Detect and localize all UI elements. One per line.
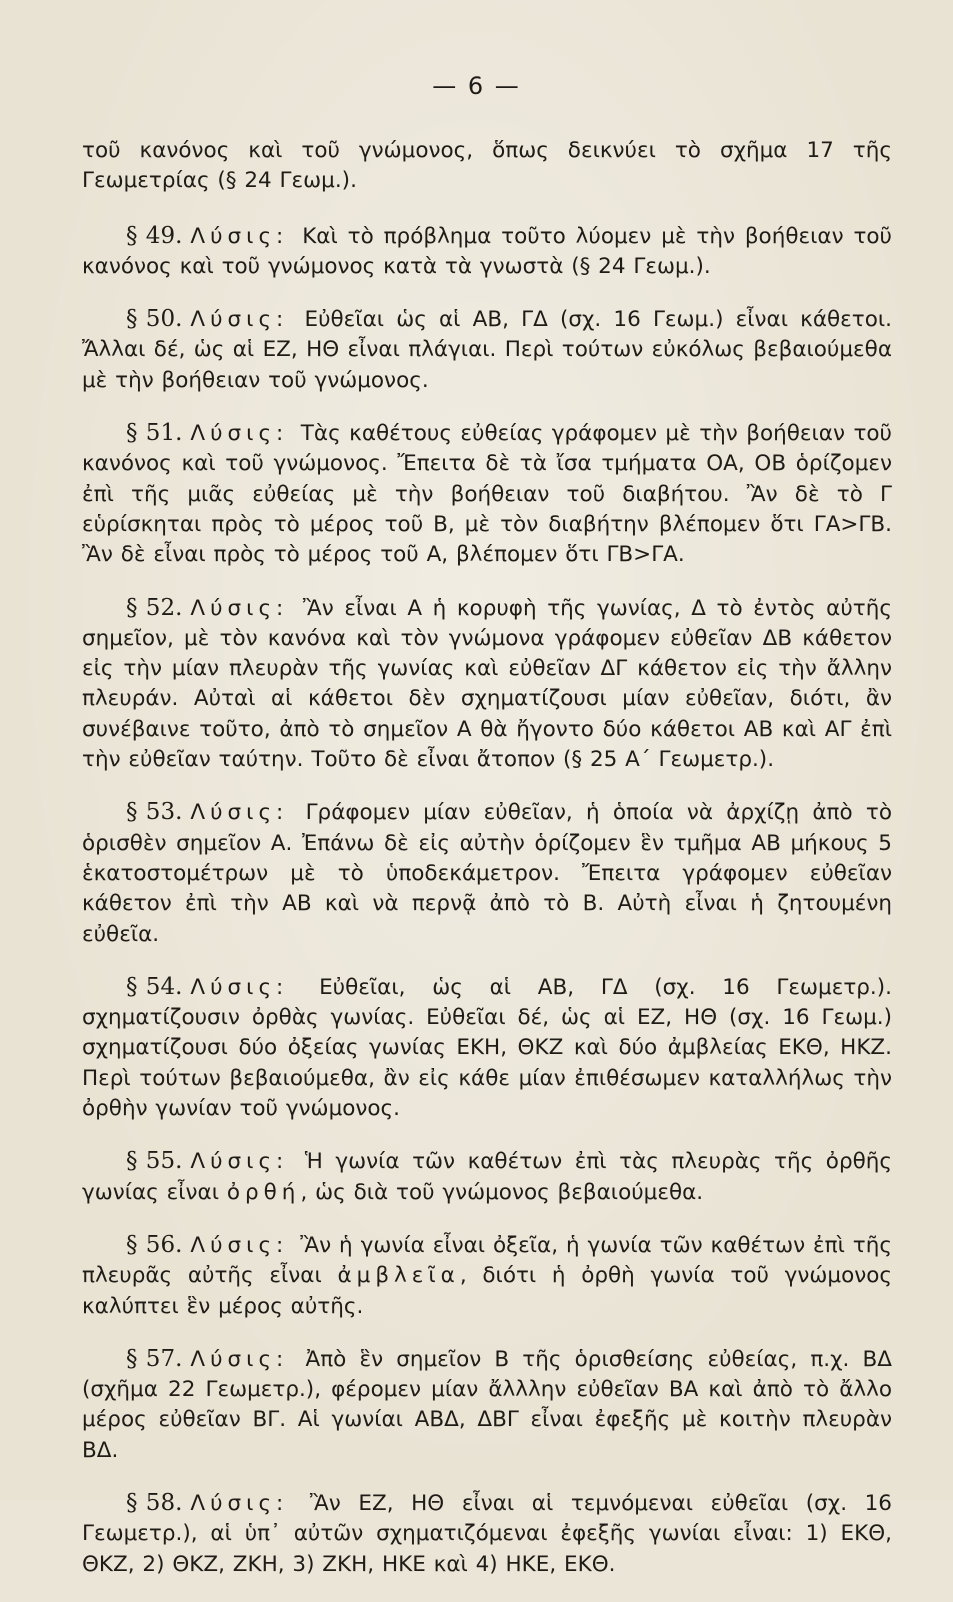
paragraph-text: Καὶ τὸ πρόβλημα τοῦτο λύομεν μὲ τὴν βοήθειαν τοῦ κανόνος καὶ τοῦ γνώμονος κατὰ τὰ γνωστὰ (§ 24 Γεωμ.). (82, 223, 892, 279)
paragraph-text: Εὐθεῖαι, ὡς αἱ ΑΒ, ΓΔ (σχ. 16 Γεωμετρ.). σχηματίζουσιν ὀρθὰς γωνίας. Εὐθεῖαι δέ, ὡς αἱ ΕΖ, ΗΘ (σχ. 16 Γεωμ.) σχηματίζουσι δύο ὀξείας γωνίας ΕΚΗ, ΘΚΖ καὶ δύο ἀμβλείας ΕΚΘ, ΗΚΖ. Περὶ τούτων βεβαιούμεθα, ἂν εἰς κάθε μίαν ἐπιθέσωμεν καταλλήλως τὴν ὀρθὴν γωνίαν τοῦ γνώμονος. (82, 974, 892, 1122)
paragraph-text: Ἀπὸ ἓν σημεῖον Β τῆς ὁρισθείσης εὐθείας, π.χ. ΒΔ (σχῆμα 22 Γεωμετρ.), φέρομεν μίαν ἄλλλην εὐθεῖαν ΒΑ καὶ ἀπὸ τὸ ἄλλο μέρος εὐθεῖαν ΒΓ. Αἱ γωνίαι ΑΒΔ, ΔΒΓ εἶναι ἐφεξῆς μὲ κοιτὴν πλευρὰν ΒΔ. (82, 1346, 892, 1463)
paragraph-56 (82, 1230, 892, 1322)
paragraph-53 (82, 797, 892, 949)
paragraph-text: Ἂν ἡ γωνία εἶναι ὀξεῖα, ἡ γωνία τῶν καθέτων ἐπὶ τῆς πλευρᾶς αὐτῆς εἶναι (82, 1232, 892, 1289)
paragraph-55 (82, 1146, 892, 1208)
paragraph-text-end: , ὡς διὰ τοῦ γνώμονος βεβαιούμεθα. (300, 1179, 704, 1205)
page-body (82, 136, 892, 1602)
solution-label: Λύσις: (190, 1346, 289, 1372)
solution-label: Λύσις: (190, 974, 289, 1000)
page-number: — 6 — (432, 72, 521, 100)
paragraph-text-end: , διότι ἡ ὀρθὴ γωνία τοῦ γνώμονος καλύπτει ἓν μέρος αὐτῆς. (82, 1263, 892, 1319)
solution-label: Λύσις: (190, 307, 289, 333)
emphasis-word: ὀρθή (226, 1179, 301, 1205)
section-number: § 49. (126, 222, 183, 249)
solution-label: Λύσις: (190, 800, 289, 826)
solution-label: Λύσις: (190, 595, 289, 621)
emphasis-word: ἀμβλεῖα (337, 1263, 460, 1289)
paragraph-text: Τὰς καθέτους εὐθείας γράφομεν μὲ τὴν βοήθειαν τοῦ κανόνος καὶ τοῦ γνώμονος. Ἔπειτα δὲ τὰ ἴσα τμήματα ΟΑ, ΟΒ ὁρίζομεν ἐπὶ τῆς μιᾶς εὐθείας μὲ τὴν βοήθειαν τοῦ διαβήτου. Ἂν δὲ τὸ Γ εὑρίσκηται πρὸς τὸ μέρος τοῦ Β, μὲ τὸν διαβήτην βλέπομεν ὅτι ΓΑ>ΓΒ. Ἂν δὲ εἶναι πρὸς τὸ μέρος τοῦ Α, βλέπομεν ὅτι ΓΒ>ΓΑ. (82, 421, 892, 568)
paragraph-intro (82, 136, 892, 197)
paragraph-text: Ἂν εἶναι Α ἡ κορυφὴ τῆς γωνίας, Δ τὸ ἐντὸς αὐτῆς σημεῖον, μὲ τὸν κανόνα καὶ τὸν γνώμονα γράφομεν εὐθεῖαν ΔΒ κάθετον εἰς τὴν μίαν πλευρὰν τῆς γωνίας καὶ εὐθεῖαν ΔΓ κάθετον εἰς τὴν ἄλλην πλευράν. Αὐταὶ αἱ κάθετοι δὲν σχηματίζουσι μίαν εὐθεῖαν, διότι, ἂν συνέβαινε τοῦτο, ἀπὸ τὸ σημεῖον Α θὰ ἤγοντο δύο κάθετοι ΑΒ καὶ ΑΓ ἐπὶ τὴν εὐθεῖαν ταύτην. Τοῦτο δὲ εἶναι ἄτοπον (§ 25 Α´ Γεωμετρ.). (82, 595, 892, 773)
section-number: § 56. (126, 1231, 183, 1258)
section-number: § 58. (126, 1489, 183, 1516)
paragraph-50 (82, 304, 892, 396)
paragraph-text: τοῦ κανόνος καὶ τοῦ γνώμονος, ὅπως δεικνύει τὸ σχῆμα 17 τῆς Γεωμετρίας (§ 24 Γεωμ.). (82, 138, 892, 194)
section-number: § 55. (126, 1148, 183, 1175)
paragraph-54 (82, 972, 892, 1124)
solution-label: Λύσις: (190, 421, 289, 447)
paragraph-text: Γράφομεν μίαν εὐθεῖαν, ἡ ὁποία νὰ ἀρχίζῃ ἀπὸ τὸ ὁρισθὲν σημεῖον Α. Ἐπάνω δὲ εἰς αὐτὴν ὁρίζομεν ἓν τμῆμα ΑΒ μήκους 5 ἑκατοστομέτρων μὲ τὸ ὑποδεκάμετρον. Ἔπειτα γράφομεν εὐθεῖαν κάθετον ἐπὶ τὴν ΑΒ καὶ νὰ περνᾷ ἀπὸ τὸ Β. Αὐτὴ εἶναι ἡ ζητουμένη εὐθεῖα. (82, 800, 892, 947)
paragraph-57 (82, 1344, 892, 1466)
solution-label: Λύσις: (190, 1232, 289, 1258)
section-number: § 53. (126, 799, 183, 826)
paragraph-text: Ἂν ΕΖ, ΗΘ εἶναι αἱ τεμνόμεναι εὐθεῖαι (σχ. 16 Γεωμετρ.), αἱ ὑπ᾿ αὐτῶν σχηματιζόμεναι ἐφεξῆς γωνίαι εἶναι: 1) ΕΚΘ, ΘΚΖ, 2) ΘΚΖ, ΖΚΗ, 3) ΖΚΗ, ΗΚΕ καὶ 4) ΗΚΕ, ΕΚΘ. (82, 1490, 892, 1577)
section-number: § 54. (126, 973, 183, 1000)
section-number: § 52. (126, 594, 183, 621)
solution-label: Λύσις: (190, 1149, 289, 1175)
paragraph-text: Ἡ γωνία τῶν καθέτων ἐπὶ τὰς πλευρὰς τῆς ὀρθῆς γωνίας εἶναι (82, 1149, 892, 1205)
paragraph-text: Εὐθεῖαι ὡς αἱ ΑΒ, ΓΔ (σχ. 16 Γεωμ.) εἶναι κάθετοι. Ἄλλαι δέ, ὡς αἱ ΕΖ, ΗΘ εἶναι πλάγιαι. Περὶ τούτων εὐκόλως βεβαιούμεθα μὲ τὴν βοήθειαν τοῦ γνώμονος. (82, 307, 892, 393)
paragraph-49 (82, 221, 892, 283)
paragraph-51 (82, 418, 892, 570)
paragraph-52 (82, 593, 892, 776)
section-number: § 57. (126, 1345, 183, 1372)
section-number: § 51. (126, 420, 183, 447)
solution-label: Λύσις: (190, 223, 289, 249)
paragraph-58 (82, 1488, 892, 1580)
solution-label: Λύσις: (190, 1490, 289, 1516)
section-number: § 50. (126, 306, 183, 333)
